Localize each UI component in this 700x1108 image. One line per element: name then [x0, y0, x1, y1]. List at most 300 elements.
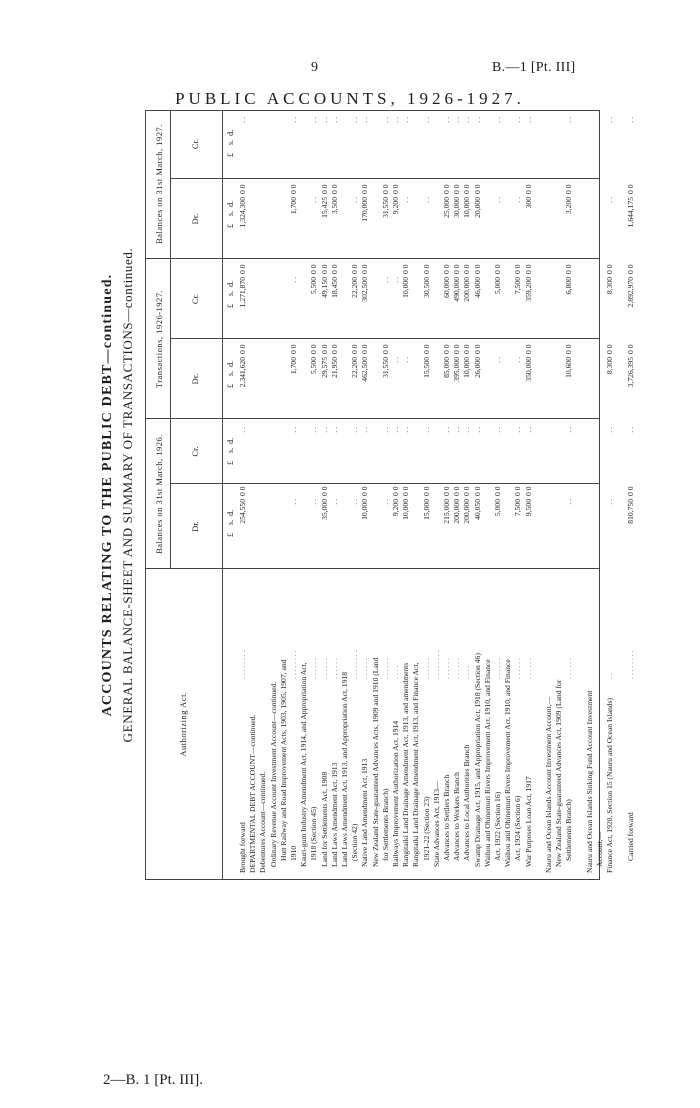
amount-cell: . .	[472, 427, 482, 433]
header-dr: Dr.	[190, 521, 200, 532]
header-authorizing-act: Authorizing Act.	[178, 691, 188, 757]
amount-cell: 5,500	[309, 357, 319, 375]
row-label: Debentures Account—continued.	[258, 771, 268, 873]
leader-dots: . . . . . .	[493, 658, 502, 679]
table-row	[544, 109, 554, 879]
table-row	[350, 109, 360, 879]
leader-dots: . .	[605, 673, 615, 679]
amount-cell: 60,000	[442, 277, 451, 298]
leader-dots: . . . . . . . .	[350, 650, 360, 679]
amount-cell: . .	[329, 499, 339, 505]
leader-dots: . . . . . . . .	[289, 650, 298, 679]
shillings-pence-cell: 0 0	[329, 184, 339, 194]
header-cr: Cr.	[190, 293, 200, 305]
amount-cell: 10,600	[564, 357, 574, 378]
leader-dots: . . . . . .	[319, 658, 329, 679]
amount-cell: 85,000	[442, 357, 451, 378]
sheet-subheading: GENERAL BALANCE-SHEET AND SUMMARY OF TRANSACTIONS—continued.	[120, 247, 135, 743]
amount-cell: . .	[319, 117, 329, 123]
shillings-pence-cell: 0 0	[452, 264, 462, 274]
amount-cell: 3,500	[329, 197, 339, 215]
row-label: Act, 1922 (Section 16)	[493, 791, 502, 861]
amount-cell: 5,000	[493, 277, 502, 295]
leader-dots: . . . . . .	[309, 658, 319, 679]
amount-cell: . .	[605, 427, 615, 433]
shillings-pence-cell: 0 0	[523, 184, 533, 194]
amount-cell: . .	[391, 277, 400, 283]
amount-cell: 1,271,870	[238, 277, 247, 308]
amount-cell: . .	[462, 427, 472, 433]
shillings-pence-cell: 0 0	[493, 486, 502, 496]
shillings-pence-cell: 0 0	[329, 264, 339, 274]
amount-cell: . .	[625, 427, 635, 433]
amount-cell: . .	[350, 117, 360, 123]
amount-cell: . .	[391, 357, 400, 363]
table-row	[626, 109, 636, 879]
amount-cell: . .	[564, 499, 574, 505]
shillings-pence-cell: 0 0	[350, 264, 360, 274]
amount-cell: 15,425	[319, 197, 329, 218]
shillings-pence-cell: 0 0	[319, 486, 329, 496]
amount-cell: 10,000	[401, 277, 411, 298]
amount-cell: 1,700	[289, 197, 298, 215]
row-label: 1918 (Section 45)	[309, 806, 319, 861]
amount-cell: 22,200	[350, 277, 360, 298]
amount-cell: 9,200	[391, 197, 400, 215]
shillings-pence-cell: 0 0	[452, 486, 462, 496]
amount-cell: 29,575	[319, 357, 329, 378]
shillings-pence-cell: 0 0	[238, 264, 247, 274]
amount-cell: . .	[238, 427, 247, 433]
leader-dots: . . . . . .	[452, 658, 462, 679]
rotated-balance-sheet	[100, 100, 635, 890]
row-label: Kauri-gum Industry Amendment Act, 1914, and Appropriation Act,	[299, 662, 309, 867]
shillings-pence-cell: 0 0	[421, 264, 431, 274]
header-balances-1927: Balances on 31st March, 1927.	[154, 124, 164, 244]
amount-cell: . .	[380, 427, 390, 433]
shillings-pence-cell: 0 0	[360, 344, 370, 354]
amount-cell: . .	[523, 117, 533, 123]
amount-cell: 49,150	[319, 277, 329, 298]
row-label: Hutt Railway and Road Improvement Acts, 1903, 1905, 1907, and	[278, 659, 288, 861]
amount-cell: 22,200	[350, 357, 360, 378]
page-title: PUBLIC ACCOUNTS, 1926-1927.	[175, 89, 525, 108]
amount-cell: . .	[564, 117, 574, 123]
amount-cell: . .	[238, 117, 247, 123]
shillings-pence-cell: 0 0	[238, 486, 247, 496]
table-row	[289, 109, 299, 879]
leader-dots: . . . . . . . .	[625, 650, 635, 679]
amount-cell: 6,800	[564, 277, 574, 295]
shillings-pence-cell: 0 0	[442, 264, 451, 274]
shillings-pence-cell: 0 0	[462, 184, 472, 194]
shillings-pence-cell: 0 0	[513, 264, 523, 274]
amount-cell: . .	[401, 357, 411, 363]
amount-cell: 215,000	[442, 499, 451, 524]
amount-cell: . .	[350, 197, 360, 203]
table-row	[575, 109, 585, 879]
shillings-pence-cell: 0 0	[289, 344, 298, 354]
row-label: Waihou and Ohinemuri Rivers Improvement Act, 1910, and Finance	[482, 659, 492, 867]
table-row	[493, 109, 503, 879]
amount-cell: . .	[513, 357, 523, 363]
amount-cell: . .	[452, 117, 462, 123]
shillings-pence-cell: 0 0	[523, 486, 533, 496]
shillings-pence-cell: 0 0	[625, 344, 635, 354]
page-number: 9	[311, 60, 318, 75]
amount-cell: 490,000	[452, 277, 462, 302]
amount-cell: 30,500	[421, 277, 431, 298]
amount-cell: 2,892,970	[625, 277, 635, 308]
row-label: Railways Improvement Authorization Act, 1914	[391, 720, 400, 867]
amount-cell: . .	[329, 427, 339, 433]
amount-cell: . .	[493, 427, 502, 433]
shillings-pence-cell: 0 0	[319, 184, 329, 194]
table-row	[524, 109, 534, 879]
amount-cell: 26,000	[472, 357, 482, 378]
row-label: 1921-22 (Section 23)	[421, 796, 431, 861]
row-label: for Settlements Branch)	[380, 788, 390, 861]
leader-dots: . . . . . .	[523, 658, 533, 679]
shillings-pence-cell: 0 0	[401, 264, 411, 274]
shillings-pence-cell: 0 0	[564, 264, 574, 274]
amount-cell: 8,300	[605, 357, 615, 375]
shillings-pence-cell: 0 0	[513, 486, 523, 496]
amount-cell: . .	[391, 427, 400, 433]
amount-cell: . .	[421, 197, 431, 203]
amount-cell: . .	[462, 117, 472, 123]
row-label: 1910	[289, 845, 298, 861]
shillings-pence-cell: 0 0	[238, 184, 247, 194]
amount-cell: . .	[605, 197, 615, 203]
shillings-pence-cell: 0 0	[493, 264, 502, 274]
row-label: Waihou and Ohinemuri Rivers Improvement Act, 1910, and Finance	[503, 659, 513, 867]
table-row	[411, 109, 421, 879]
shillings-pence-cell: 0 0	[462, 344, 472, 354]
shillings-pence-cell: 0 0	[391, 486, 400, 496]
leader-dots: . . . .	[391, 665, 400, 679]
shillings-pence-cell: 0 0	[319, 344, 329, 354]
amount-cell: 20,000	[472, 197, 482, 218]
amount-cell: 1,324,300	[238, 197, 247, 228]
table-row	[238, 109, 248, 879]
amount-cell: . .	[442, 427, 451, 433]
shillings-pence-cell: 0 0	[472, 344, 482, 354]
table-row	[371, 109, 381, 879]
amount-cell: 5,500	[309, 277, 319, 295]
amount-cell: . .	[380, 117, 390, 123]
amount-cell: . .	[442, 117, 451, 123]
shillings-pence-cell: 0 0	[564, 184, 574, 194]
header-cr: Cr.	[190, 446, 200, 457]
row-label: Account,—	[595, 831, 604, 867]
amount-cell: 200,000	[452, 499, 462, 524]
header-rule	[222, 111, 223, 879]
amount-cell: 10,000	[360, 499, 370, 520]
row-label: Settlements Branch)	[564, 799, 574, 861]
row-label: Land Laws Amendment Act, 1913	[329, 762, 339, 867]
shillings-pence-cell: 0 0	[564, 344, 574, 354]
units-label: £ s. d.	[226, 360, 235, 388]
row-label: Land Laws Amendment Act, 1913, and Appropriation Act, 1918	[340, 671, 349, 867]
shillings-pence-cell: 0 0	[452, 184, 462, 194]
row-label: State Advances Act, 1913—	[431, 781, 441, 867]
amount-cell: . .	[380, 499, 390, 505]
footer-part-ref: 2—B. 1 [Pt. III].	[103, 1072, 203, 1088]
amount-cell: . .	[401, 427, 411, 433]
amount-cell: 40,050	[472, 499, 482, 520]
header-balances-1926: Balances on 31st March, 1926.	[154, 434, 164, 554]
amount-cell: 31,550	[380, 357, 390, 378]
row-label: Rangitaiki Land Drainage Amendment Act, 1913, and amendments	[401, 662, 411, 867]
amount-cell: 810,750	[625, 499, 635, 524]
shillings-pence-cell: 0 0	[523, 344, 533, 354]
amount-cell: 46,000	[472, 277, 482, 298]
row-label: Native Land Amendment Act, 1913	[360, 758, 370, 867]
amount-cell: . .	[452, 427, 462, 433]
amount-cell: . .	[421, 427, 431, 433]
amount-cell: . .	[391, 117, 400, 123]
amount-cell: 5,000	[493, 499, 502, 517]
shillings-pence-cell: 0 0	[605, 344, 615, 354]
table-row	[432, 109, 442, 879]
amount-cell: 25,000	[442, 197, 451, 218]
table-row	[513, 109, 523, 879]
amount-cell: 10,000	[462, 357, 472, 378]
amount-cell: 302,500	[360, 277, 370, 302]
amount-cell: . .	[289, 277, 298, 283]
shillings-pence-cell: 0 0	[360, 264, 370, 274]
shillings-pence-cell: 0 0	[442, 184, 451, 194]
shillings-pence-cell: 0 0	[523, 264, 533, 274]
amount-cell: 18,450	[329, 277, 339, 298]
row-label: Carried forward	[625, 812, 635, 861]
table-row	[340, 109, 350, 879]
table-row	[615, 109, 625, 879]
amount-cell: . .	[309, 197, 319, 203]
header-transactions: Transactions, 1926-1927.	[154, 289, 164, 389]
leader-dots: . . . . . .	[380, 658, 390, 679]
amount-cell: . .	[493, 197, 502, 203]
amount-cell: 35,000	[319, 499, 329, 520]
row-label: Nauru and Ocean Islands Account Investment Account,—	[544, 696, 553, 873]
row-label: Brought forward	[238, 822, 247, 873]
amount-cell: 200,000	[462, 277, 472, 302]
table-row	[564, 109, 574, 879]
amount-cell: . .	[605, 117, 615, 123]
amount-cell: 15,000	[421, 499, 431, 520]
shillings-pence-cell: 0 0	[309, 264, 319, 274]
amount-cell: 395,000	[452, 357, 462, 382]
amount-cell: . .	[309, 427, 319, 433]
amount-cell: 2,341,620	[238, 357, 247, 388]
part-reference: B.—1 [Pt. III]	[492, 60, 576, 75]
group-header-rule	[170, 111, 171, 569]
amount-cell: 7,500	[513, 499, 523, 517]
amount-cell: . .	[625, 117, 635, 123]
table-row	[279, 109, 289, 879]
row-label: DEPARTMENTAL DEBT ACCOUNT—continued.	[248, 714, 258, 873]
leader-dots: . . . . . .	[421, 658, 431, 679]
shillings-pence-cell: 0 0	[380, 344, 390, 354]
table-row	[330, 109, 340, 879]
table-row	[452, 109, 462, 879]
shillings-pence-cell: 0 0	[472, 184, 482, 194]
amount-cell: . .	[493, 117, 502, 123]
amount-cell: 7,500	[513, 277, 523, 295]
table-row	[473, 109, 483, 879]
amount-cell: 300	[523, 197, 533, 209]
amount-cell: 1,700	[289, 357, 298, 375]
table-row	[534, 109, 544, 879]
leader-dots: . . . . . .	[329, 658, 339, 679]
table-row	[248, 109, 258, 879]
row-label: Advances to Workers Branch	[452, 772, 462, 861]
amount-cell: 10,000	[462, 197, 472, 218]
amount-cell: . .	[350, 427, 360, 433]
shillings-pence-cell: 0 0	[442, 344, 451, 354]
units-label: £ s. d.	[226, 200, 235, 228]
header-dr: Dr.	[190, 213, 200, 225]
shillings-pence-cell: 0 0	[309, 344, 319, 354]
amount-cell: . .	[401, 117, 411, 123]
table-row	[595, 109, 605, 879]
table-row	[320, 109, 330, 879]
leader-dots: . . . . . .	[513, 658, 523, 679]
leader-dots: . . . . . .	[360, 658, 370, 679]
units-label: £ s. d.	[226, 437, 235, 465]
leader-dots: . . . . . . . .	[431, 650, 441, 679]
table-row	[299, 109, 309, 879]
shillings-pence-cell: 0 0	[421, 344, 431, 354]
amount-cell: 9,500	[523, 499, 533, 517]
shillings-pence-cell: 0 0	[360, 486, 370, 496]
amount-cell: . .	[564, 427, 574, 433]
amount-cell: 30,000	[452, 197, 462, 218]
amount-cell: 254,550	[238, 499, 247, 524]
shillings-pence-cell: 0 0	[350, 344, 360, 354]
units-label: £ s. d.	[226, 129, 235, 157]
units-label: £ s. d.	[226, 280, 235, 308]
table-row	[554, 109, 564, 879]
shillings-pence-cell: 0 0	[401, 486, 411, 496]
sheet-heading: ACCOUNTS RELATING TO THE PUBLIC DEBT—continued.	[100, 273, 115, 717]
row-label: Land for Settlements Act, 1908	[319, 771, 329, 867]
amount-cell: 1,644,175	[625, 197, 635, 228]
amount-cell: . .	[289, 499, 298, 505]
table-row	[503, 109, 513, 879]
amount-cell: 3,726,395	[625, 357, 635, 388]
row-label: War Purposes Loan Act, 1917	[523, 776, 533, 867]
amount-cell: . .	[289, 117, 298, 123]
amount-cell: . .	[350, 499, 360, 505]
leader-dots: . . . . . .	[564, 658, 574, 679]
shillings-pence-cell: 0 0	[360, 184, 370, 194]
table-row	[585, 109, 595, 879]
amount-cell: . .	[309, 499, 319, 505]
shillings-pence-cell: 0 0	[319, 264, 329, 274]
table-row	[605, 109, 615, 879]
header-cr: Cr.	[190, 138, 200, 150]
table-row	[360, 109, 370, 879]
shillings-pence-cell: 0 0	[605, 264, 615, 274]
shillings-pence-cell: 0 0	[462, 264, 472, 274]
amount-cell: 170,000	[360, 197, 370, 222]
shillings-pence-cell: 0 0	[442, 486, 451, 496]
amount-cell: . .	[523, 427, 533, 433]
shillings-pence-cell: 0 0	[329, 344, 339, 354]
shillings-pence-cell: 0 0	[625, 184, 635, 194]
table-row	[442, 109, 452, 879]
shillings-pence-cell: 0 0	[380, 184, 390, 194]
amount-cell: . .	[401, 197, 411, 203]
header-dr: Dr.	[190, 373, 200, 385]
amount-cell: . .	[493, 357, 502, 363]
shillings-pence-cell: 0 0	[472, 486, 482, 496]
table-row	[269, 109, 279, 879]
table-row	[391, 109, 401, 879]
row-label: New Zealand State-guaranteed Advances Act, 1909 (Land for	[554, 679, 564, 867]
amount-cell: . .	[289, 427, 298, 433]
amount-cell: 15,500	[421, 357, 431, 378]
shillings-pence-cell: 0 0	[391, 184, 400, 194]
units-label: £ s. d.	[226, 509, 235, 537]
row-label: Advances to Local Authorities Branch	[462, 744, 472, 861]
amount-cell: 3,200	[564, 197, 574, 215]
amount-cell: . .	[360, 117, 370, 123]
shillings-pence-cell: 0 0	[421, 486, 431, 496]
row-label: Advances to Settlers Branch	[442, 774, 451, 861]
amount-cell: 31,550	[380, 197, 390, 218]
amount-cell: . .	[309, 117, 319, 123]
table-row	[462, 109, 472, 879]
row-label: Rangitaiki Land Drainage Amendment Act, 1913, and Finance Act,	[411, 662, 421, 867]
amount-cell: 350,000	[523, 357, 533, 382]
amount-cell: 200,000	[462, 499, 472, 524]
table-row	[401, 109, 411, 879]
shillings-pence-cell: 0 0	[452, 344, 462, 354]
row-label: Nauru and Ocean Islands Sinking Fund Account Investment	[584, 690, 594, 873]
table-row	[258, 109, 268, 879]
shillings-pence-cell: 0 0	[472, 264, 482, 274]
amount-cell: . .	[513, 197, 523, 203]
amount-cell: . .	[605, 499, 615, 505]
amount-cell: 462,500	[360, 357, 370, 382]
row-label: Swamp Drainage Act, 1915, and Appropriation Act, 1918 (Section 46)	[472, 653, 482, 867]
shillings-pence-cell: 0 0	[625, 486, 635, 496]
amount-cell: 8,300	[605, 277, 615, 295]
row-label: Ordinary Revenue Account Investment Account—continued.	[268, 681, 278, 867]
row-label: (Section 42)	[350, 823, 360, 861]
table-row	[381, 109, 391, 879]
amount-cell: 21,950	[329, 357, 339, 378]
amount-cell: 9,200	[391, 499, 400, 517]
leader-dots: . . . . . . . .	[238, 650, 247, 679]
table-row	[422, 109, 432, 879]
amount-cell: . .	[329, 117, 339, 123]
shillings-pence-cell: 0 0	[625, 264, 635, 274]
leader-dots: . . . .	[462, 665, 472, 679]
amount-cell: . .	[360, 427, 370, 433]
shillings-pence-cell: 0 0	[462, 486, 472, 496]
amount-cell: . .	[472, 117, 482, 123]
amount-cell: . .	[319, 427, 329, 433]
table-row	[309, 109, 319, 879]
amount-cell: . .	[513, 427, 523, 433]
amount-cell: . .	[513, 117, 523, 123]
shillings-pence-cell: 0 0	[289, 184, 298, 194]
row-label: New Zealand State-guaranteed Advances Acts, 1909 and 1910 (Land	[370, 657, 380, 867]
